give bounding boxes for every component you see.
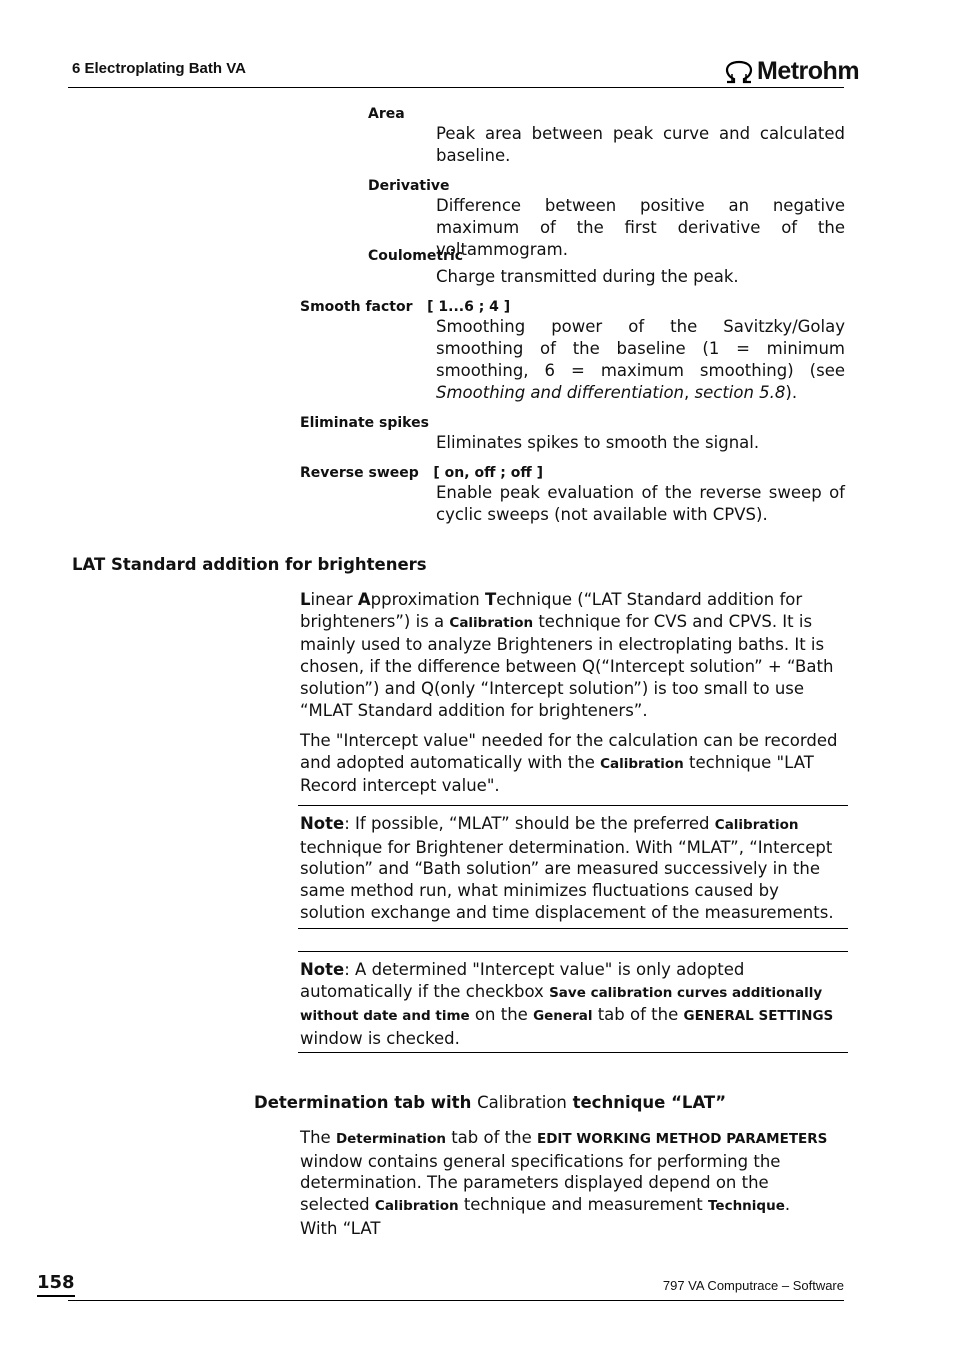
footer-rule [68,1300,844,1301]
lat-p2-a: The "Intercept value" needed for the calculation can be recorded and adopted automatically with the [300,731,838,772]
note-1-bottom-rule [298,928,848,929]
edit-method-window-term: EDIT WORKING METHOD PARAMETERS [536,1131,828,1147]
note-1 [300,813,845,924]
lat-paragraph-2 [300,730,845,797]
note-1-top-rule [298,805,848,806]
section-header: 6 Electroplating Bath VA [72,60,246,77]
calibration-term: Calibration [374,1198,459,1215]
lat-p2-b: technique "LAT Record intercept value". [300,752,814,796]
det-p-c: window contains general specifications for performing the determination. The parameters displayed depend on the selected [300,1151,781,1215]
smooth-ref-2: section 5.8 [694,383,786,402]
note-2-d: window is checked. [300,1029,460,1049]
smooth-ref-1: Smoothing and differentiation [436,383,684,402]
note-2-bottom-rule [298,1052,848,1053]
term-reverse-sweep [300,465,543,481]
checkbox-term: Save calibration curves additionally without date and time [300,984,823,1025]
acronym-l: L [300,590,311,609]
det-heading-b: Calibration [477,1093,567,1112]
calibration-term: Calibration [714,817,799,833]
det-heading-a: Determination tab with [254,1093,478,1112]
reverse-range: [ on, off ; off ] [433,465,543,481]
general-settings-term: GENERAL SETTINGS [683,1008,834,1025]
det-heading-c: technique “LAT” [566,1093,727,1112]
acronym-t: T [484,590,497,609]
smooth-sep: , [684,383,695,402]
calibration-term: Calibration [449,614,534,631]
term-derivative: Derivative [368,178,450,194]
det-p-a: The [300,1128,336,1147]
lat-paragraph-1 [300,589,845,721]
desc-reverse-sweep: Enable peak evaluation of the reverse sweep of cyclic sweeps (not available with CPVS). [436,483,845,524]
lat-heading: LAT Standard addition for brighteners [72,555,427,574]
note-2-c: tab of the [592,1005,684,1025]
lat-p1-rest: technique for CVS and CPVS. It is mainly used to analyze Brighteners in electroplating baths. It is chosen, if the difference between Q(“Intercept solution” + “Bath solution”) and Q(only “Intercept solution”) is too small to use “MLAT Standard addition for brighteners”. [300,611,834,720]
header-rule [68,87,844,88]
lat-p1-echnique: echnique (“LAT Standard addition for brighteners”) is a [300,590,803,631]
determination-heading [254,1093,726,1112]
det-p-b: tab of the [445,1128,537,1147]
note-2-b: on the [469,1005,534,1025]
term-coulometric: Coulometric [368,248,464,264]
desc-area: Peak area between peak curve and calculated baseline. [436,124,845,165]
general-tab-term: General [533,1008,593,1025]
page-number: 158 [37,1272,75,1297]
note-1-a: : If possible, “MLAT” should be the preferred [344,814,715,833]
term-smooth-factor [300,299,510,315]
note-label: Note [300,814,345,833]
footer-title: 797 VA Computrace – Software [662,1278,844,1293]
note-2-top-rule [298,951,848,952]
note-label: Note [300,960,345,979]
technique-term: Technique [708,1198,785,1215]
smooth-term: Smooth factor [300,299,413,315]
smooth-range: [ 1...6 ; 4 ] [427,299,511,315]
calibration-term: Calibration [600,755,684,772]
note-2-a: : A determined "Intercept value" is only adopted automatically if the checkbox [300,960,745,1001]
note-2 [300,959,845,1050]
lat-p1-inear: inear [310,590,358,609]
logo-text: Metrohm [757,57,860,85]
reverse-term: Reverse sweep [300,465,419,481]
omega-icon [724,60,754,84]
desc-derivative: Difference between positive an negative maximum of the first derivative of the voltammogram. [436,196,845,259]
det-p-d: technique and measurement [458,1195,708,1215]
determination-paragraph [300,1127,830,1240]
acronym-a: A [357,590,371,609]
lat-p1-pprox: pproximation [370,590,485,609]
term-eliminate-spikes: Eliminate spikes [300,415,429,431]
term-area: Area [368,106,405,122]
det-p-e: . With “LAT [300,1195,791,1238]
desc-eliminate-spikes: Eliminates spikes to smooth the signal. [436,433,760,452]
note-1-b: technique for Brightener determination. With “MLAT”, “Intercept solution” and “Bath solution” are measured successively in the same method run, what minimizes fluctuations caused by solution exchange and time displacement of the measurements. [300,837,834,922]
desc-smooth-factor [436,316,845,404]
smooth-desc-b: ). [785,383,798,402]
determination-term: Determination [335,1131,446,1147]
smooth-desc-a: Smoothing power of the Savitzky/Golay smoothing of the baseline (1 = minimum smoothing, 6 = maximum smoothing) (see [436,317,845,380]
desc-coulometric: Charge transmitted during the peak. [436,267,739,286]
metrohm-logo [724,57,859,86]
